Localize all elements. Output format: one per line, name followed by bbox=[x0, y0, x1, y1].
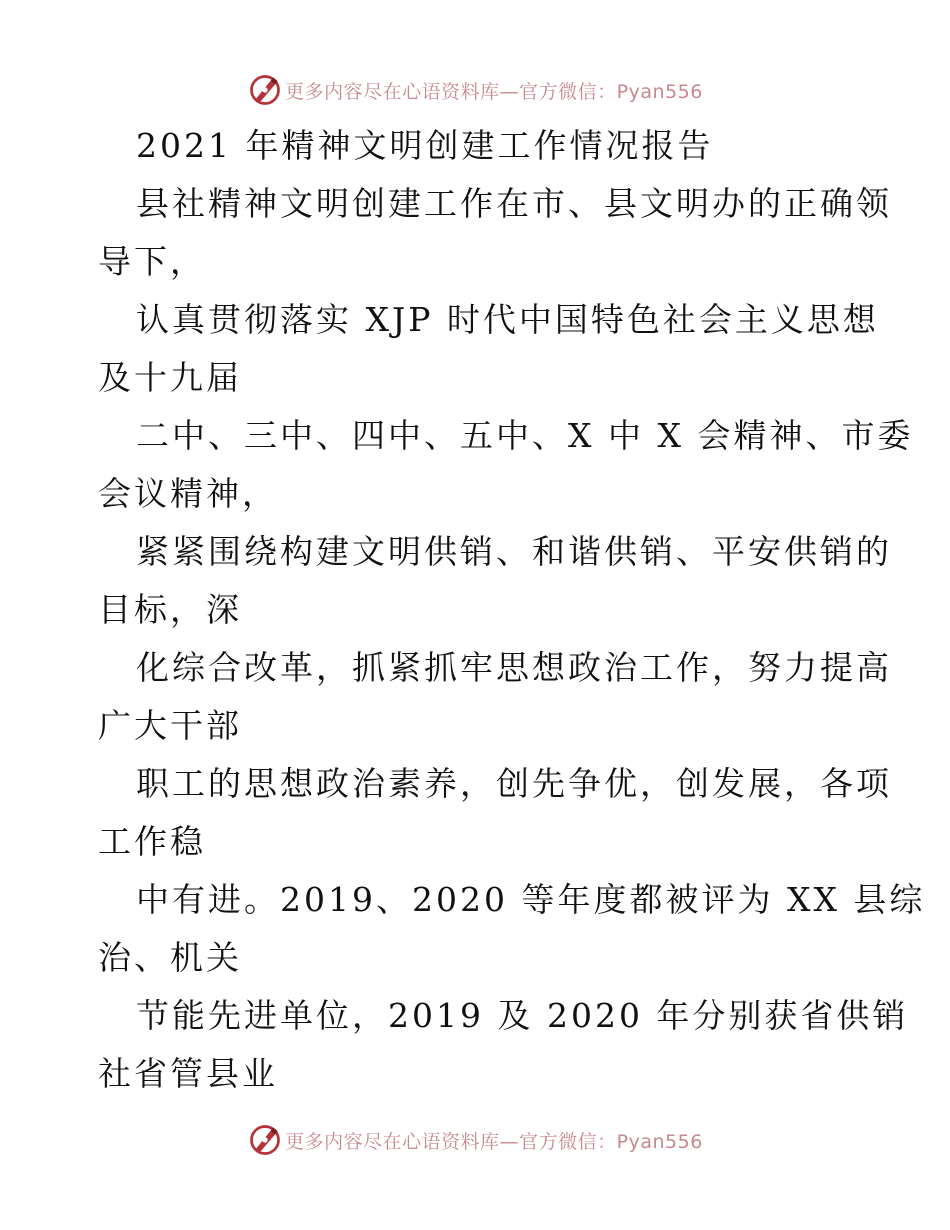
doc-line: 紧紧围绕构建文明供销、和谐供销、平安供销的 bbox=[136, 532, 892, 571]
doc-line: 及十九届 bbox=[98, 358, 242, 397]
doc-line: 会议精神， bbox=[98, 474, 278, 513]
doc-line: 广大干部 bbox=[98, 706, 242, 745]
doc-line: 导下， bbox=[98, 242, 206, 281]
doc-line: 认真贯彻落实 XJP 时代中国特色社会主义思想 bbox=[136, 300, 879, 339]
doc-title: 2021 年精神文明创建工作情况报告 bbox=[136, 126, 714, 165]
doc-line: 治、机关 bbox=[98, 938, 242, 977]
watermark-text: 更多内容尽在心语资料库—官方微信：Pyan556 bbox=[285, 80, 703, 103]
watermark-footer bbox=[0, 1120, 950, 1160]
doc-line: 节能先进单位，2019 及 2020 年分别获省供销 bbox=[136, 996, 909, 1035]
doc-line: 工作稳 bbox=[98, 822, 206, 861]
watermark-header bbox=[0, 70, 950, 110]
doc-line: 化综合改革，抓紧抓牢思想政治工作，努力提高 bbox=[136, 648, 892, 687]
doc-line: 中有进。2019、2020 等年度都被评为 XX 县综 bbox=[136, 880, 926, 919]
watermark-text: 更多内容尽在心语资料库—官方微信：Pyan556 bbox=[285, 1130, 703, 1153]
doc-line: 职工的思想政治素养，创先争优，创发展，各项 bbox=[136, 764, 892, 803]
pen-logo-icon bbox=[247, 1122, 283, 1158]
doc-line: 县社精神文明创建工作在市、县文明办的正确领 bbox=[136, 184, 892, 223]
pen-logo-icon bbox=[247, 72, 283, 108]
doc-line: 二中、三中、四中、五中、X 中 X 会精神、市委 bbox=[136, 416, 914, 455]
doc-line: 目标，深 bbox=[98, 590, 242, 629]
doc-line: 社省管县业 bbox=[98, 1054, 278, 1093]
